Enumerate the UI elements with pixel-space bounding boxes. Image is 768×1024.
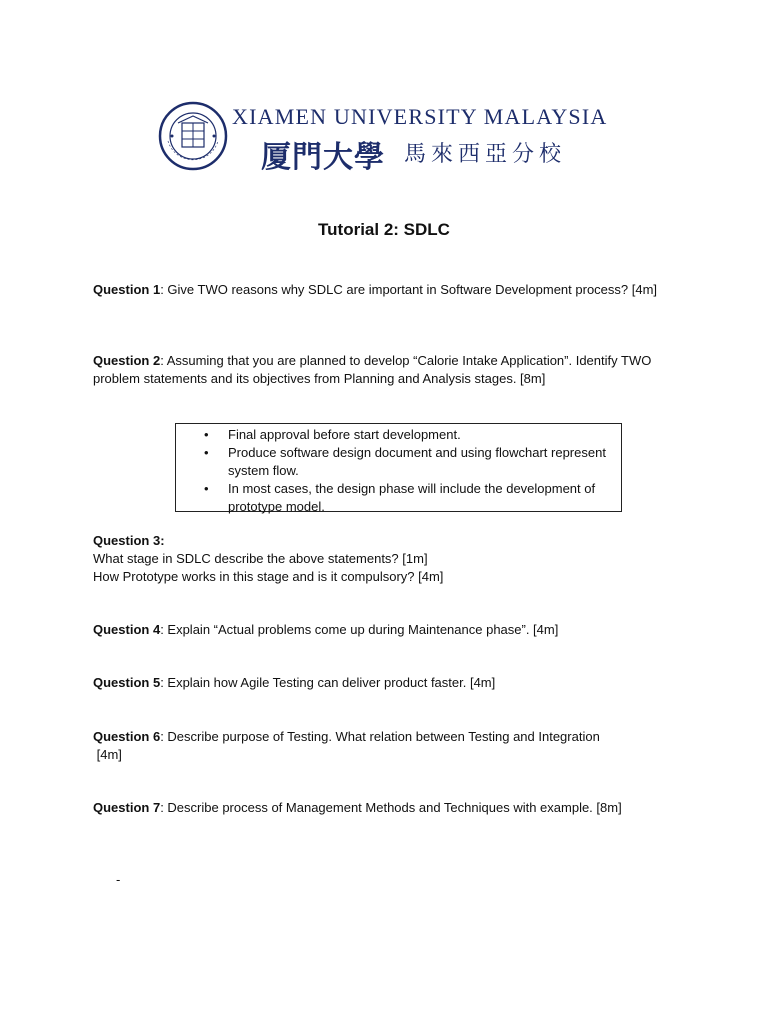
question-7-label: Question 7: [93, 800, 161, 815]
question-6: [93, 728, 693, 764]
university-name-english: XIAMEN UNIVERSITY MALAYSIA: [232, 104, 608, 129]
question-5: [93, 674, 693, 692]
question-4-label: Question 4: [93, 622, 161, 637]
university-seal-icon: [158, 101, 228, 171]
question-4-text: : Explain “Actual problems come up during Maintenance phase”. [4m]: [160, 622, 559, 637]
list-item: • Final approval before start development.: [176, 426, 621, 444]
question-3-label: Question 3: [93, 533, 161, 548]
page-title: Tutorial 2: SDLC: [318, 220, 450, 239]
list-item: • Produce software design document and using flowchart represent system flow.: [176, 444, 621, 480]
question-6-line-2: [4m]: [93, 747, 122, 762]
university-header: [158, 100, 618, 175]
question-3-line-2: How Prototype works in this stage and is it compulsory? [4m]: [93, 569, 444, 584]
statements-box: [175, 423, 622, 512]
question-4: [93, 621, 693, 639]
question-5-text: : Explain how Agile Testing can deliver product faster. [4m]: [160, 675, 496, 690]
trailing-dash: -: [116, 872, 121, 887]
question-6-text: : Describe purpose of Testing. What relation between Testing and Integration: [160, 729, 600, 744]
question-7-text: : Describe process of Management Methods and Techniques with example. [8m]: [160, 800, 622, 815]
question-3-colon: :: [160, 533, 165, 548]
question-7: [93, 799, 693, 817]
statements-list: [176, 424, 621, 516]
question-6-label: Question 6: [93, 729, 161, 744]
question-2: [93, 352, 678, 388]
question-3: [93, 532, 693, 586]
question-3-line-1: What stage in SDLC describe the above statements? [1m]: [93, 551, 428, 566]
question-1-text: : Give TWO reasons why SDLC are important in Software Development process? [4m]: [160, 282, 658, 297]
question-2-label: Question 2: [93, 353, 161, 368]
question-5-label: Question 5: [93, 675, 161, 690]
question-2-text: : Assuming that you are planned to develop “Calorie Intake Application”. Identify TWO problem statements and its objectives from Planning and Analysis stages. [8m]: [93, 353, 652, 386]
list-item: • In most cases, the design phase will include the development of prototype model.: [176, 480, 621, 516]
university-campus-chinese: 馬來西亞分校: [404, 142, 567, 167]
question-1-label: Question 1: [93, 282, 161, 297]
question-1: [93, 281, 693, 299]
university-name-chinese: 厦門大學: [261, 140, 385, 175]
